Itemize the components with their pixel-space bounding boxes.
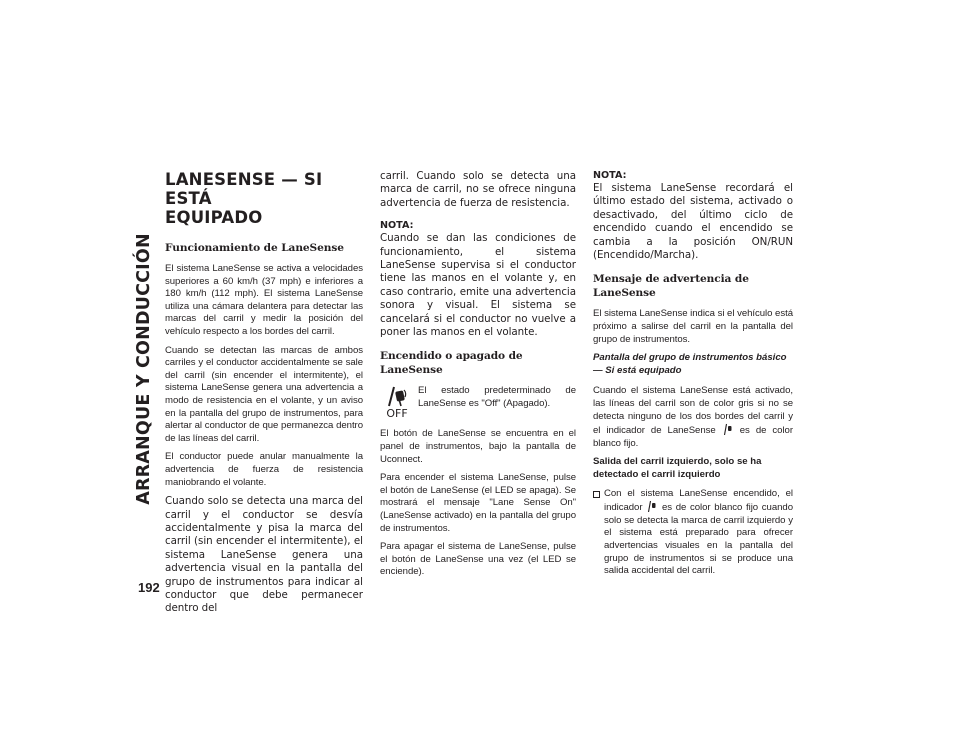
square-bullet-icon — [593, 491, 600, 498]
page-number: 192 — [138, 580, 160, 595]
paragraph: El sistema LaneSense indica si el vehículo está próximo a salirse del carril en la pantalla del grupo de instrumentos. — [593, 308, 793, 345]
lanesense-indicator-icon — [647, 500, 657, 512]
section-title-line-1: LANESENSE — SI ESTÁ — [165, 170, 323, 208]
subheading-encendido: Encendido o apagado de LaneSense — [380, 350, 523, 377]
lanesense-off-icon — [380, 385, 414, 420]
note-label: NOTA: — [593, 170, 627, 181]
paragraph: Cuando se detectan las marcas de ambos carriles y el conductor accidentalmente se sale del carril (sin encender el intermitente), el sistema LaneSense genera una advertencia a modo de resistencia en el volante, y un aviso en la pantalla del grupo de instrumentos, para alertar al conductor de que permanezca dentro de las líneas del carril. — [165, 344, 363, 444]
paragraph: Para apagar el sistema de LaneSense, pulse el botón de LaneSense una vez (el LED se enciende). — [380, 541, 576, 578]
lanesense-off-row — [380, 385, 576, 420]
note-text: El sistema LaneSense recordará el último estado del sistema, activado o desactivado, del último ciclo de encendido cuando el encendido se cambia a la posición ON/RUN (Encendido/Marcha). — [593, 182, 793, 262]
column-2 — [380, 170, 576, 585]
text-fragment: Cuando el sistema LaneSense está activado, las líneas del carril son de color gris si no se detecta ninguno de los dos bordes del carril y el indicador de LaneSense — [593, 385, 793, 437]
paragraph — [593, 385, 793, 450]
text-fragment: es de color blanco fijo cuando solo se detecta la marca de carril izquierdo y el sistema está preparado para ofrecer advertencias visuales en la pantalla del grupo de instrumentos si se produce una salida accidental del carril. — [604, 502, 793, 577]
paragraph: Para encender el sistema LaneSense, pulse el botón de LaneSense (el LED se apaga). Se mostrará el mensaje "Lane Sense On" (LaneSense activado) en la pantalla del grupo de instrumentos. — [380, 472, 576, 534]
paragraph: carril. Cuando solo se detecta una marca de carril, no se ofrece ninguna advertencia de fuerza de resistencia. — [380, 170, 576, 209]
paragraph: El botón de LaneSense se encuentra en el panel de instrumentos, bajo la pantalla de Uconnect. — [380, 428, 576, 465]
column-3 — [593, 170, 793, 578]
section-title — [165, 170, 363, 227]
lane-departure-icon — [386, 385, 408, 407]
subheading-funcionamiento: Funcionamiento de LaneSense — [165, 242, 344, 254]
subheading-mensaje: Mensaje de advertencia de LaneSense — [593, 273, 749, 300]
section-title-line-2: EQUIPADO — [165, 208, 263, 227]
paragraph: El estado predeterminado de LaneSense es "Off" (Apagado). — [418, 385, 576, 410]
paragraph: Cuando solo se detecta una marca del carril y el conductor se desvía accidentalmente y pisa la marca del carril (sin encender el intermitente), el sistema LaneSense genera una advertencia visual en la pantalla del grupo de instrumentos para indicar al conductor que debe permanecer dentro del — [165, 495, 363, 615]
italic-subheading: Pantalla del grupo de instrumentos básico — Si está equipado — [593, 352, 787, 376]
paragraph: El sistema LaneSense se activa a velocidades superiores a 60 km/h (37 mph) e inferiores a 180 km/h (112 mph). El sistema LaneSense utiliza una cámara delantera para detectar las marcas del carril y medir la posición del vehículo respecto a los bordes del carril. — [165, 263, 363, 337]
lanesense-indicator-icon — [723, 423, 733, 435]
note-text: Cuando se dan las condiciones de funcionamiento, el sistema LaneSense supervisa si el conductor tiene las manos en el volante y, en caso contrario, emite una advertencia sonora y visual. El sistema se cancelará si el conductor no vuelve a poner las manos en el volante. — [380, 232, 576, 339]
side-tab — [131, 160, 157, 578]
paragraph: El conductor puede anular manualmente la advertencia de fuerza de resistencia maniobrando el volante. — [165, 451, 363, 488]
bullet-text — [604, 488, 793, 578]
text-fragment: es de color blanco fijo. — [593, 425, 793, 449]
off-label: OFF — [386, 407, 408, 421]
text-fragment: Con el sistema LaneSense encendido, el indicador — [604, 487, 793, 514]
list-item — [593, 488, 793, 578]
column-1 — [165, 170, 363, 626]
side-tab-label: ARRANQUE Y CONDUCCIÓN — [134, 233, 155, 505]
note-label: NOTA: — [380, 220, 414, 232]
bold-subheading: Salida del carril izquierdo, solo se ha detectado el carril izquierdo — [593, 456, 762, 480]
